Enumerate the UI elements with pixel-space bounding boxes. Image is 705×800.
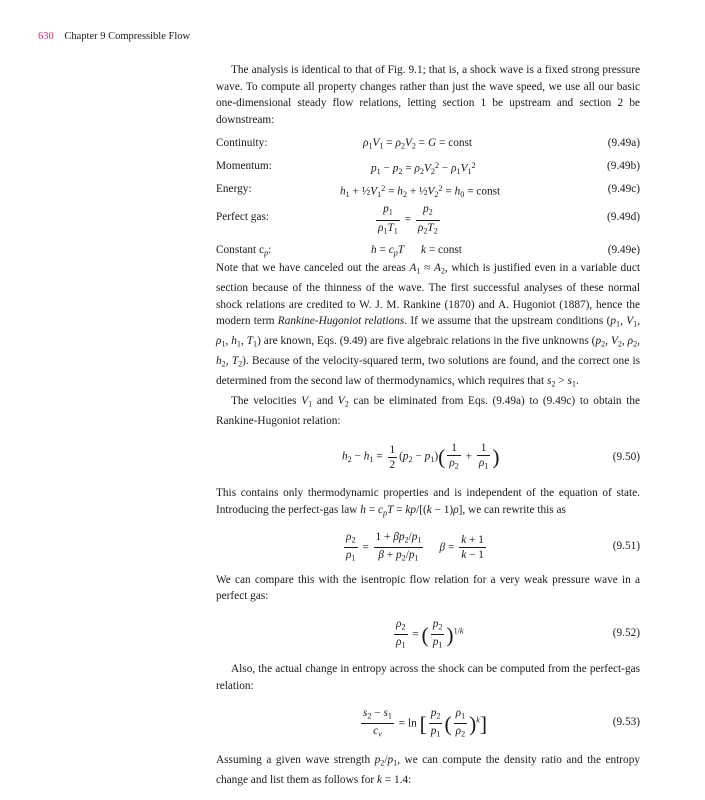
entropy-paragraph: Also, the actual change in entropy across the shock can be computed from the perfect-gas relation: bbox=[216, 662, 640, 692]
shock-relations-paragraph: Note that we have canceled out the areas $A_1 \approx A_2$, which is justified even in a variable duct section because of the thinness of the wave. The first successful analyses of these normal shock relations are credited to W. J. M. Rankine (1870) and A. Hugoniot (1887), hence the modern term Rankine-Hugoniot relations. If we assume that the upstream conditions ($p_1$, $V_1$, $\rho_1$, $h_1$, $T_1$) are known, Eqs. (9.49) are five algebraic relations in the five unknowns ($p_2$, $V_2$, $\rho_2$, $h_2$, $T_2$). Because of the velocity-squared term, two solutions are found, and the correct one is determined from the second law of thermodynamics, which requires that $s_2 > s_1$. bbox=[216, 262, 641, 389]
energy-label: Energy: bbox=[216, 183, 252, 196]
continuity-label: Continuity: bbox=[216, 137, 268, 150]
page-body bbox=[216, 62, 640, 789]
eq-number-949c: (9.49c) bbox=[607, 183, 640, 196]
eq-number-949a: (9.49a) bbox=[607, 137, 640, 150]
equation-entropy bbox=[216, 694, 640, 752]
equation-perfect-gas bbox=[216, 200, 640, 238]
equation-rankine-hugoniot bbox=[216, 429, 640, 485]
equation-isentropic bbox=[216, 605, 640, 661]
entropy-formula: $\frac{s_2 - s_1}{c_v}$ = ln [ $\frac{p_2}{p_1}$ ( $\frac{\rho_1}{\rho_2}$ )$^k$] bbox=[363, 707, 488, 739]
isentropic-formula: $\frac{\rho_2}{\rho_1}$ = ( $\frac{p_2}{p_1}$ )$^{1/k}$ bbox=[396, 617, 464, 650]
velocities-paragraph: The velocities $V_1$ and $V_2$ can be eliminated from Eqs. (9.49a) to (9.49c) to obtain the Rankine-Hugoniot relation: bbox=[216, 394, 640, 427]
chapter-title: Chapter 9 Compressible Flow bbox=[64, 31, 191, 42]
eq-number-951: (9.51) bbox=[612, 539, 640, 552]
thermodynamic-paragraph: This contains only thermodynamic properties and is independent of the equation of state. Introducing the perfect-gas law $h = c_pT = kp/[(k - 1)\rho]$, we can rewrite this as bbox=[216, 487, 640, 518]
intro-paragraph: The analysis is identical to that of Fig. 9.1; that is, a shock wave is a fixed strong pressure wave. To compute all property changes rather than just the wave speed, we use all our basic one-dimensional steady flow relations, letting section 1 be upstream and section 2 be downstream: bbox=[216, 64, 640, 126]
wave-strength-paragraph: Assuming a given wave strength $p_2/p_1$, we can compute the density ratio and the entropy change and list them as follows for k = 1.4: bbox=[216, 754, 640, 786]
energy-formula: $h_1$ + $\frac{1}{2}V_1^2 = h_2$ + $\frac{1}{2}V_2^2 = h_0$ = const bbox=[340, 184, 501, 200]
constant-cp-formula: $h = c_pT$ k = const bbox=[371, 244, 462, 258]
isentropic-paragraph: We can compare this with the isentropic flow relation for a very weak pressure wave in a perfect gas: bbox=[216, 573, 640, 603]
eq-number-949e: (9.49e) bbox=[607, 244, 640, 257]
perfect-gas-formula: $\frac{p_1}{\rho_1T_1}$ = $\frac{p_2}{\rho_2T_2}$ bbox=[378, 203, 438, 235]
momentum-formula: $p_1 - p_2 = \rho_2V_2^2 - \rho_1V_1^2$ bbox=[371, 161, 476, 177]
equation-energy bbox=[216, 177, 640, 200]
eq-number-949b: (9.49b) bbox=[607, 160, 640, 173]
momentum-label: Momentum: bbox=[216, 160, 272, 173]
page-header bbox=[38, 31, 190, 42]
page-number: 630 bbox=[38, 31, 54, 42]
density-ratio-formula: $\frac{\rho_2}{\rho_1}$ = $\frac{1 + \beta p_2/p_1}{\beta + p_2/p_1}$ β = $\frac{k + 1}{k - 1}$ bbox=[346, 530, 484, 563]
continuity-formula: $\rho_1V_1 = \rho_2V_2 = G$ = const bbox=[363, 137, 473, 151]
equation-constant-cp bbox=[216, 238, 640, 260]
constant-cp-label: Constant $c_p$: bbox=[216, 244, 272, 258]
equation-momentum bbox=[216, 154, 640, 177]
eq-number-952: (9.52) bbox=[612, 626, 640, 639]
equation-density-ratio bbox=[216, 522, 640, 572]
eq-number-949d: (9.49d) bbox=[607, 211, 640, 224]
perfect-gas-label: Perfect gas: bbox=[216, 211, 270, 224]
eq-number-950: (9.50) bbox=[612, 451, 640, 464]
equation-continuity bbox=[216, 131, 640, 154]
eq-number-953: (9.53) bbox=[612, 716, 640, 729]
rankine-hugoniot-formula: $h_2 - h_1$ = $\frac{1}{2}$ $(p_2 - p_1)$( $\frac{1}{\rho_2}$ + $\frac{1}{\rho_1}$ ) bbox=[342, 442, 500, 471]
